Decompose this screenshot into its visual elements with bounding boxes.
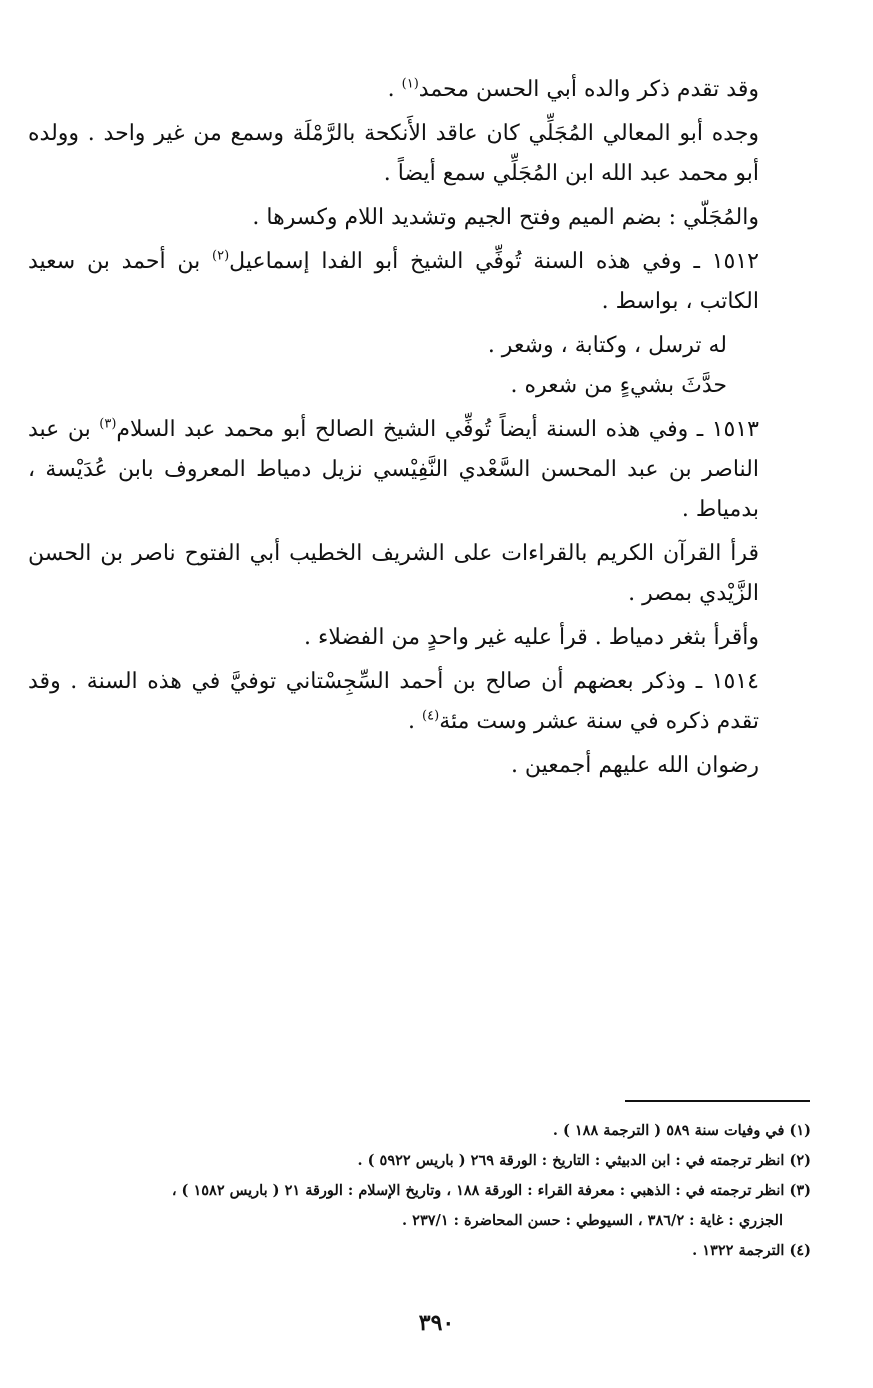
entry-1513: ١٥١٣ ـ وفي هذه السنة أيضاً تُوفِّي الشيخ الصالح أبو محمد عبد السلام$^{(٣)}$ بن عبد الناصر بن عبد المحسن السَّعْدي النَّفِيْسي نزيل دمياط المعروف بابن عُدَيْسة ، بدمياط . — [28, 416, 759, 522]
verse-line: حدَّثَ بشيءٍ من شعره . — [510, 373, 727, 398]
page-number: ٣٩٠ — [418, 1310, 455, 1336]
footnote-divider — [625, 1100, 810, 1102]
footnote-continuation: الجزري : غاية : ٣٨٦/٢ ، السيوطي : حسن المحاضرة : ٢٣٧/١ . — [402, 1212, 783, 1229]
footnote: (١) في وفيات سنة ٥٨٩ ( الترجمة ١٨٨ ) . — [552, 1122, 811, 1139]
entry-1514: ١٥١٤ ـ وذكر بعضهم أن صالح بن أحمد السِّجِسْتاني توفيَّ في هذه السنة . وقد تقدم ذكره في سنة عشر وست مئة$^{(٤)}$ . — [28, 669, 759, 734]
paragraph: وجده أبو المعالي المُجَلِّي كان عاقد الأَنكحة بالرَّمْلَة وسمع من غير واحد . وولده أبو محمد عبد الله ابن المُجَلِّي سمع أيضاً . — [28, 121, 759, 186]
paragraph: وقد تقدم ذكر والده أبي الحسن محمد$^{(١)}$ . — [387, 76, 759, 102]
paragraph: والمُجَلّي : بضم الميم وفتح الجيم وتشديد اللام وكسرها . — [252, 205, 759, 230]
verse-line: له ترسل ، وكتابة ، وشعر . — [487, 333, 727, 358]
footnote-ref: (٤) — [422, 708, 440, 724]
main-text — [28, 70, 787, 790]
entry-1512: ١٥١٢ ـ وفي هذه السنة تُوفِّي الشيخ أبو الفدا إسماعيل$^{(٢)}$ بن أحمد بن سعيد الكاتب ، بواسط . — [28, 248, 759, 314]
closing-line: رضوان الله عليهم أجمعين . — [510, 753, 759, 778]
footnote: (٤) الترجمة ١٣٢٢ . — [692, 1242, 811, 1259]
footnote: (٢) انظر ترجمته في : ابن الدبيثي : التاريخ : الورقة ٢٦٩ ( باريس ٥٩٢٢ ) . — [357, 1152, 811, 1169]
paragraph: وأقرأ بثغر دمياط . قرأ عليه غير واحدٍ من الفضلاء . — [303, 625, 759, 650]
footnote-ref: (٣) — [99, 416, 117, 432]
footnote-ref: (١) — [401, 76, 419, 92]
footnote-ref: (٢) — [212, 248, 230, 264]
footnote: (٣) انظر ترجمته في : الذهبي : معرفة القراء : الورقة ١٨٨ ، وتاريخ الإسلام : الورقة ٢١ ( باريس ١٥٨٢ ) ، — [171, 1182, 811, 1199]
paragraph: قرأ القرآن الكريم بالقراءات على الشريف الخطيب أبي الفتوح ناصر بن الحسن الزَّيْدي بمصر . — [28, 541, 759, 606]
footnotes — [28, 1116, 811, 1266]
